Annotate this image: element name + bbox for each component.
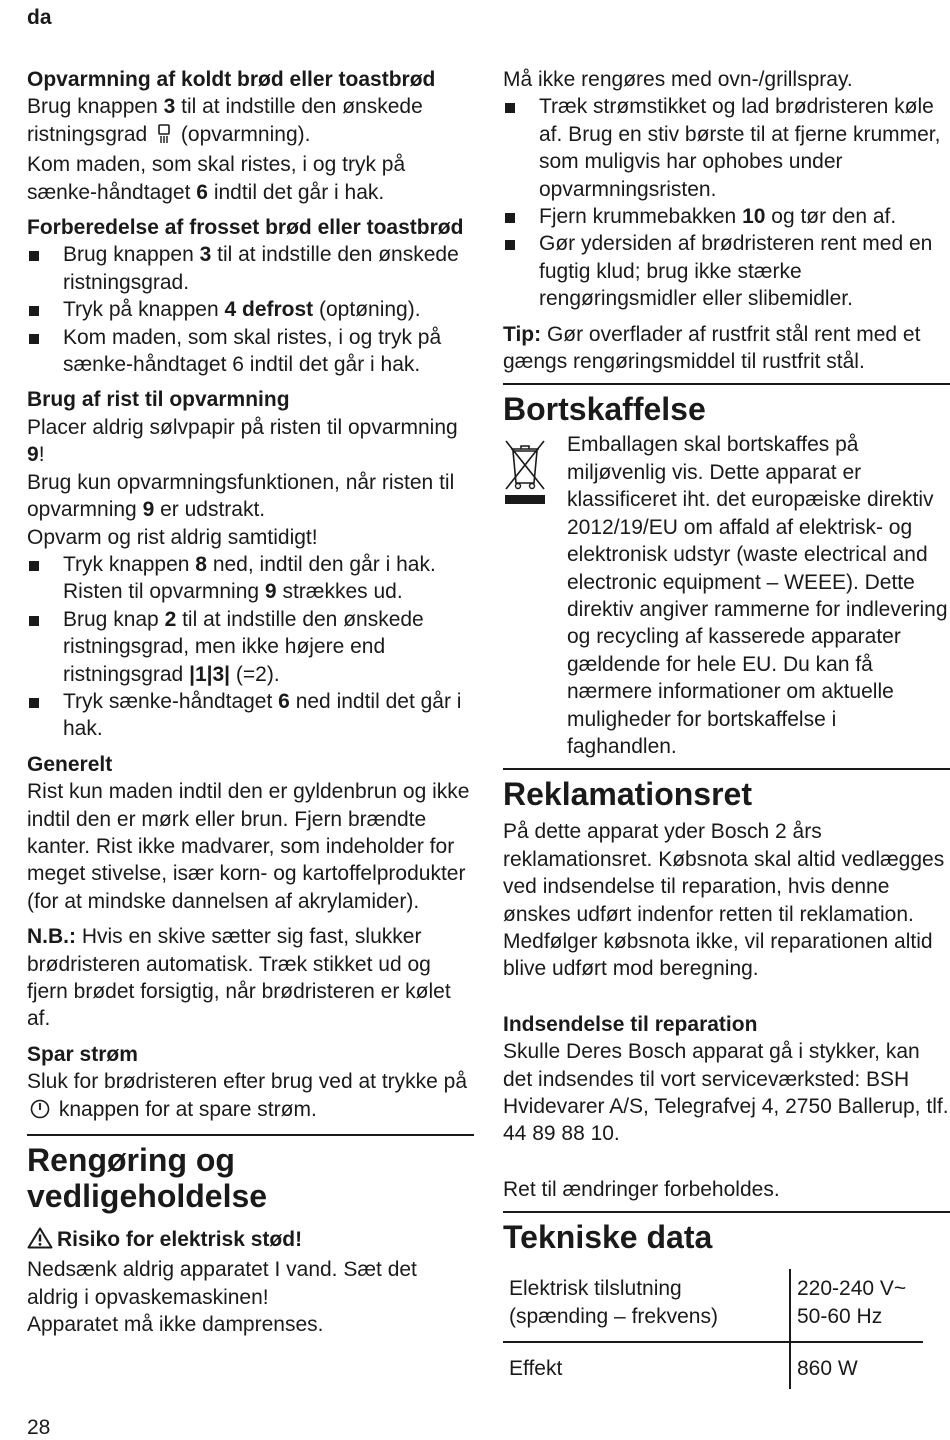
paragraph: Rist kun maden indtil den er gyldenbrun og ikke indtil den er mørk eller brun. Fjern brændte kanter. Rist ikke madvarer, som indeholder for meget stivelse, især korn- og kartoffelprodukter (for at mindske dannelsen af akrylamider). xyxy=(27,780,470,913)
part-ref: 9 xyxy=(142,498,155,522)
tip-paragraph xyxy=(503,321,950,376)
paragraph xyxy=(27,93,474,151)
section-title-tech-data: Tekniske data xyxy=(503,1219,713,1256)
text: (opvarmning). xyxy=(175,122,311,146)
list-item: Kom maden, som skal ristes, i og tryk på sænke-håndtaget 6 indtil det går i hak. xyxy=(27,324,474,379)
text: og tør den af. xyxy=(765,205,897,229)
part-ref: 10 xyxy=(742,205,766,229)
text: Hvis en skive sætter sig fast, slukker brødristeren automatisk. Træk stikket ud og fjern brødet forsigtig, når brødristeren er kølet af. xyxy=(27,925,451,1031)
button-ref: 6 xyxy=(196,180,208,204)
paragraph: Ret til ændringer forbeholdes. xyxy=(503,1177,780,1201)
warning-text: Risiko for elektrisk stød! xyxy=(57,1228,303,1252)
disposal-text: Emballagen skal bortskaffes på miljøvenlig vis. Dette apparat er klassificeret iht. det europæiske direktiv 2012/19/EU om affald af elektrisk- og elektronisk udstyr (waste electrical and electronic equipment – WEEE). Dette direktiv angiver rammerne for indlevering og recycling af kasserede apparater gældende for hele EU. Du kan få nærmere informationer om aktuelle muligheder for bortskaffelse i faghandlen. xyxy=(567,433,948,758)
button-ref: 3 xyxy=(163,95,176,119)
text: Placer aldrig sølvpapir på risten til opvarmning xyxy=(27,415,458,439)
button-ref: 3 xyxy=(199,243,212,267)
section-heading-warming-rack: Brug af rist til opvarmning xyxy=(27,388,290,412)
list-item xyxy=(503,203,950,230)
text: (spænding – frekvens) xyxy=(509,1305,718,1329)
section-title-disposal: Bortskaffelse xyxy=(503,391,706,428)
setting-ref: |1|3| xyxy=(189,662,231,686)
text: Brug knappen xyxy=(27,95,164,119)
paragraph xyxy=(27,151,474,206)
list-item: Gør ydersiden af brødristeren rent med en fugtig klud; brug ikke stærke rengøringsmidler eller slibemidler. xyxy=(503,230,950,312)
table-value-cell xyxy=(790,1269,923,1342)
table-row xyxy=(503,1269,923,1342)
subheading-repair: Indsendelse til reparation xyxy=(503,1012,758,1036)
warning-triangle-icon xyxy=(27,1227,53,1256)
text: ned, indtil den går i hak. Risten til opvarmning xyxy=(63,552,436,604)
section-heading-save-power: Spar strøm xyxy=(27,1042,138,1066)
page-number: 28 xyxy=(27,1416,51,1439)
text: Tryk på knappen xyxy=(63,298,225,322)
section-heading-general: Generelt xyxy=(27,752,113,776)
section-title-cleaning: Rengøring og vedligeholdelse xyxy=(27,1142,268,1215)
text: ! xyxy=(38,443,45,467)
list-item xyxy=(27,241,474,296)
text: Elektrisk tilslutning xyxy=(509,1277,682,1301)
section-divider xyxy=(503,1211,950,1255)
text: Sluk for brødristeren efter brug ved at trykke på xyxy=(27,1070,468,1094)
list-item: Træk strømstikket og lad brødristeren køle af. Brug en stiv børste til at fjerne krummer, som muligvis har ophobes under opvarmningsristen. xyxy=(503,93,950,203)
tech-data-table xyxy=(503,1269,923,1389)
tip-label: Tip: xyxy=(503,322,542,346)
paragraph xyxy=(27,414,474,469)
text: indtil det går i hak. xyxy=(207,180,385,204)
paragraph: Opvarm og rist aldrig samtidigt! xyxy=(27,525,318,549)
list-item xyxy=(27,551,474,606)
bullet-list xyxy=(503,93,950,312)
bullet-list xyxy=(27,551,474,743)
table-label-cell: Effekt xyxy=(509,1357,563,1381)
text: 50-60 Hz xyxy=(797,1305,883,1329)
note-paragraph xyxy=(27,923,474,1033)
text: Tryk knappen xyxy=(63,552,196,576)
text: 220-240 V~ xyxy=(797,1277,907,1301)
paragraph xyxy=(27,1068,474,1126)
section-divider xyxy=(503,383,950,427)
bullet-list xyxy=(27,241,474,378)
weee-bin-icon xyxy=(503,431,567,760)
part-ref: 9 xyxy=(264,580,277,604)
text: Kom maden, som skal ristes, i og tryk på sænke-håndtaget xyxy=(27,153,406,204)
power-icon xyxy=(30,1099,50,1126)
text: Tryk sænke-håndtaget xyxy=(63,689,279,713)
part-ref: 9 xyxy=(27,443,39,467)
warming-icon xyxy=(156,124,172,151)
paragraph xyxy=(27,469,474,524)
text: Fjern krummebakken xyxy=(539,205,743,229)
list-item xyxy=(27,688,474,743)
text: Brug knappen xyxy=(63,243,200,267)
paragraph: Apparatet må ikke damprenses. xyxy=(27,1313,324,1337)
text: ned indtil det går i hak. xyxy=(63,689,462,741)
text: (=2). xyxy=(230,662,280,686)
text: knappen for at spare strøm. xyxy=(53,1097,317,1121)
list-item xyxy=(27,606,474,688)
note-label: N.B.: xyxy=(27,925,76,949)
table-value-cell: 860 W xyxy=(790,1342,923,1389)
right-column xyxy=(503,66,950,1389)
paragraph: Må ikke rengøres med ovn-/grillspray. xyxy=(503,68,853,91)
section-title-warranty: Reklamationsret xyxy=(503,776,752,813)
button-ref: 8 xyxy=(195,552,207,576)
left-column xyxy=(27,66,474,1339)
table-label-cell xyxy=(503,1269,790,1342)
disposal-block xyxy=(503,431,950,760)
text: Brug kun opvarmningsfunktionen, når risten til opvarmning xyxy=(27,470,455,522)
text: (optøning). xyxy=(313,298,421,322)
text: til at indstille den ønskede ristningsgrad. xyxy=(63,243,459,294)
address-paragraph: Skulle Deres Bosch apparat gå i stykker, kan det indsendes til vort serviceværksted: BSH Hvidevarer A/S, Telegrafvej 4, 2750 Ballerup, tlf. 44 89 88 10. xyxy=(503,1040,949,1146)
button-ref: 2 xyxy=(164,607,177,631)
text: strækkes ud. xyxy=(276,580,403,604)
section-heading-frozen-bread: Forberedelse af frosset brød eller toastbrød xyxy=(27,216,464,240)
warning-heading xyxy=(27,1226,474,1256)
button-ref: 4 defrost xyxy=(224,298,314,322)
language-code: da xyxy=(27,6,52,29)
text: til at indstille den ønskede ristningsgrad, men ikke højere end ristningsgrad xyxy=(63,607,424,686)
text: er udstrakt. xyxy=(154,498,266,522)
section-heading-cold-bread: Opvarmning af koldt brød eller toastbrød xyxy=(27,68,436,91)
paragraph: På dette apparat yder Bosch 2 års reklamationsret. Købsnota skal altid vedlægges ved indsendelse til reparation, hvis denne ønskes udført indenfor retten til reklamation. Medfølger købsnota ikke, vil reparationen altid blive udført mod beregning. xyxy=(503,820,945,981)
section-divider xyxy=(27,1134,474,1214)
part-ref: 6 xyxy=(278,689,290,713)
text: til at indstille den ønskede ristningsgrad xyxy=(27,95,423,146)
text: Gør overflader af rustfrit stål rent med et gængs rengøringsmiddel til rustfrit stål. xyxy=(503,322,921,374)
text: Brug knap xyxy=(63,607,165,631)
list-item xyxy=(27,296,474,323)
section-divider xyxy=(503,768,950,812)
table-row xyxy=(503,1342,923,1389)
paragraph: Nedsænk aldrig apparatet I vand. Sæt det aldrig i opvaskemaskinen! xyxy=(27,1258,417,1309)
